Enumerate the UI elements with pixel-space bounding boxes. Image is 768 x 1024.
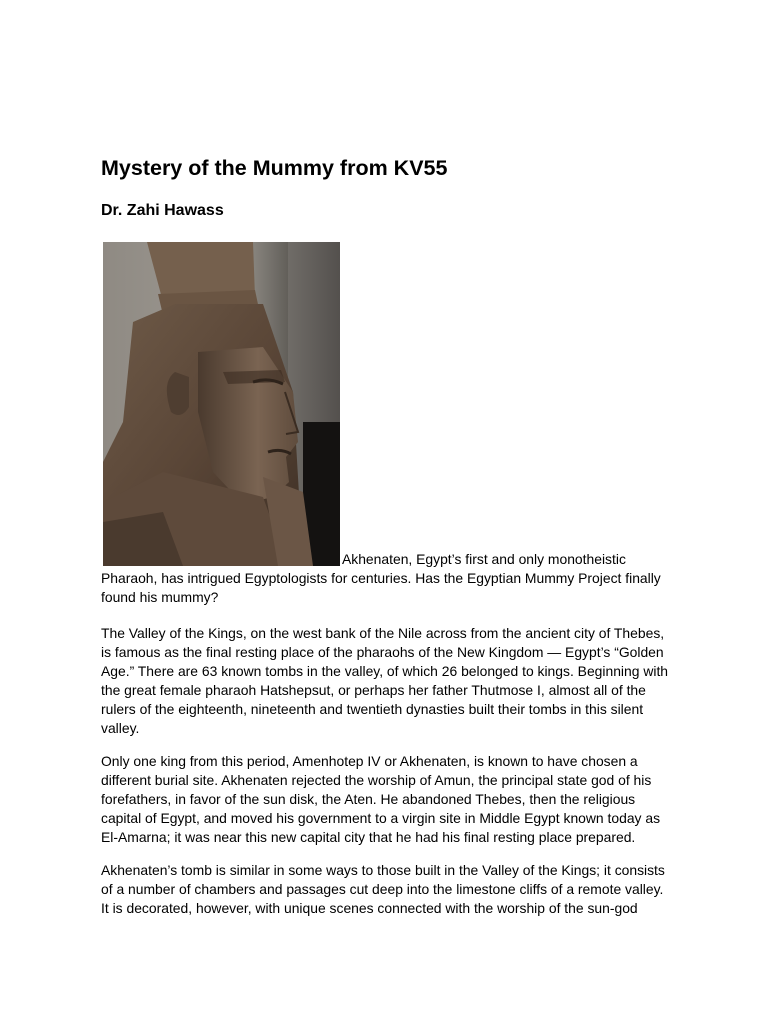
paragraph-4: Akhenaten’s tomb is similar in some ways to those built in the Valley of the Kings; it consists of a number of chambers and passages cut deep into the limestone cliffs of a remote valley. It is decorated, however, with unique scenes connected with the worship of the sun-god xyxy=(101,862,665,916)
paragraph-2: The Valley of the Kings, on the west bank of the Nile across from the ancient city of Thebes, is famous as the final resting place of the pharaohs of the New Kingdom — Egypt’s “Golden Age.” There are 63 known tombs in the valley, of which 26 belonged to kings. Beginning with the great female pharaoh Hatshepsut, or perhaps her father Thutmose I, almost all of the rulers of the eighteenth, nineteenth and twentieth dynasties built their tombs in this silent valley. xyxy=(101,625,669,736)
article-title: Mystery of the Mummy from KV55 xyxy=(101,156,448,180)
statue-bust-icon xyxy=(103,242,340,566)
paragraph-1-container xyxy=(101,550,671,607)
akhenaten-statue-image xyxy=(103,242,340,566)
article-author: Dr. Zahi Hawass xyxy=(101,202,224,219)
paragraph-1: Akhenaten, Egypt’s first and only monotheistic Pharaoh, has intrigued Egyptologists for centuries. Has the Egyptian Mummy Project finally found his mummy? xyxy=(101,551,661,605)
paragraph-3: Only one king from this period, Amenhotep IV or Akhenaten, is known to have chosen a different burial site. Akhenaten rejected the worship of Amun, the principal state god of his forefathers, in favor of the sun disk, the Aten. He abandoned Thebes, then the religious capital of Egypt, and moved his government to a virgin site in Middle Egypt known today as El-Amarna; it was near this new capital city that he had his final resting place prepared. xyxy=(101,753,661,845)
